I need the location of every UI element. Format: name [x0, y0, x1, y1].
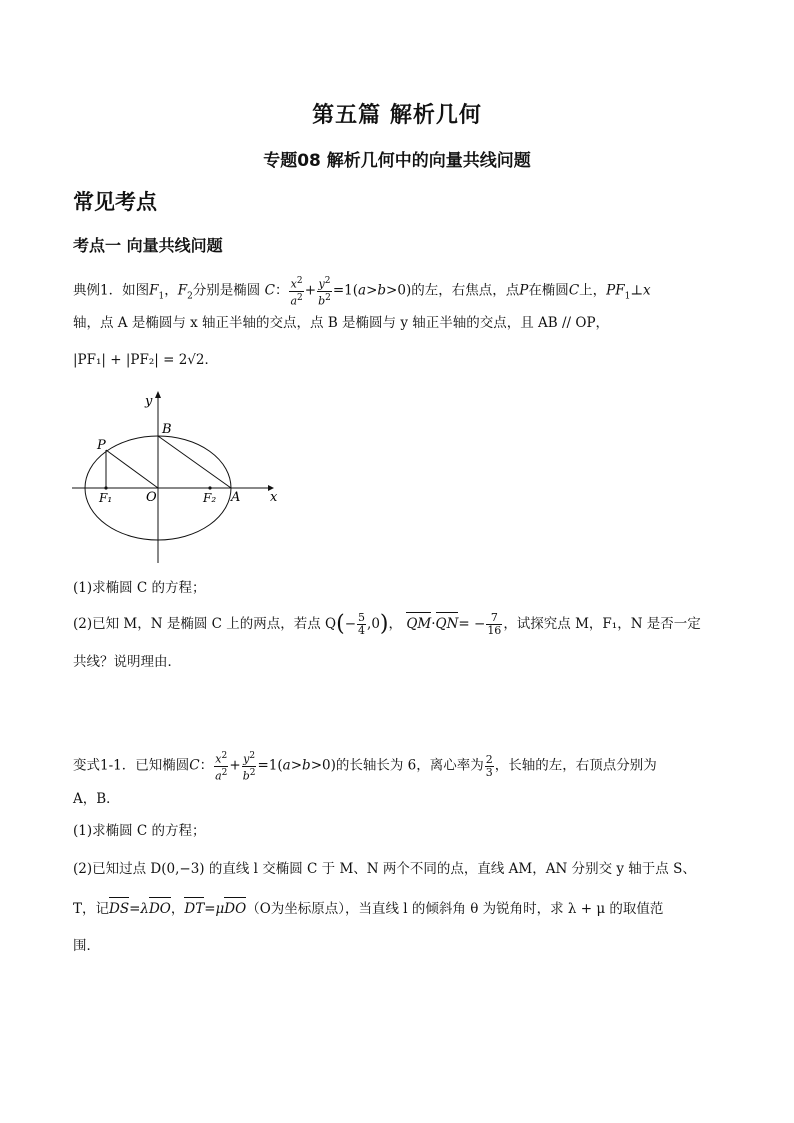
example1-q2-line2: 共线？说明理由． [73, 654, 181, 670]
example1-line1: 典例1．如图$F_1$，$F_2$分别是椭圆 C： $\frac{x^2}{a^2}$ + $\frac{y^2}{b^2}$ =1(a>b>0)的左，右焦点，点P在椭圆C上，$PF_1\perp x$ [73, 276, 651, 308]
label-p: P [97, 438, 106, 453]
segment-ab [158, 436, 231, 488]
point-f2 [208, 486, 211, 489]
section-heading: 常见考点 [73, 190, 157, 214]
label-f2: F₂ [203, 491, 217, 505]
ellipse-figure [68, 388, 278, 568]
variant1-q1: (1)求椭圆 C 的方程； [73, 823, 206, 839]
variant1-line1: 变式1-1．已知椭圆C： $\frac{x^2}{a^2}$ + $\frac{y^2}{b^2}$ =1(a>b>0)的长轴长为 6，离心率为 $\frac{2}{3}$ ，长轴的左，右顶点分别为 [73, 751, 657, 783]
subsection-heading: 考点一 向量共线问题 [73, 236, 223, 255]
label-f1: F₁ [99, 491, 113, 505]
y-axis-arrow [155, 391, 161, 398]
page-title: 第五篇 解析几何 [312, 103, 482, 128]
variant1-line2: A，B． [73, 791, 120, 807]
example1-line3: |PF₁| + |PF₂| = 2√2． [73, 352, 218, 368]
label-x: x [270, 490, 278, 505]
variant1-q2-line3: 围． [73, 938, 100, 954]
label-a: A [231, 490, 241, 505]
variant1-q2-line1: (2)已知过点 D(0,−3) 的直线 l 交椭圆 C 于 M、N 两个不同的点，直线 AM，AN 分别交 y 轴于点 S、 [73, 861, 696, 877]
label-o: O [146, 490, 157, 505]
segment-op [106, 450, 158, 488]
label-y: y [145, 394, 153, 409]
variant1-q2-line2: T，记DS=λDO，DT=μDO（O为坐标原点），当直线 l 的倾斜角 θ 为锐角时，求 λ + μ 的取值范 [73, 901, 664, 917]
point-f1 [104, 486, 107, 489]
label-b: B [162, 422, 172, 437]
example1-line2: 轴，点 A 是椭圆与 x 轴正半轴的交点，点 B 是椭圆与 y 轴正半轴的交点，且 AB // OP， [73, 315, 610, 331]
example1-q1: (1)求椭圆 C 的方程； [73, 580, 206, 596]
example1-q2-line1: (2)已知 M，N 是椭圆 C 上的两点，若点 Q(− $\frac{5}{4}$ ,0)， QM·QN= − $\frac{7}{16}$ ，试探究点 M，F₁，N 是否一定 [73, 611, 701, 637]
page-subtitle: 专题08 解析几何中的向量共线问题 [263, 151, 531, 171]
